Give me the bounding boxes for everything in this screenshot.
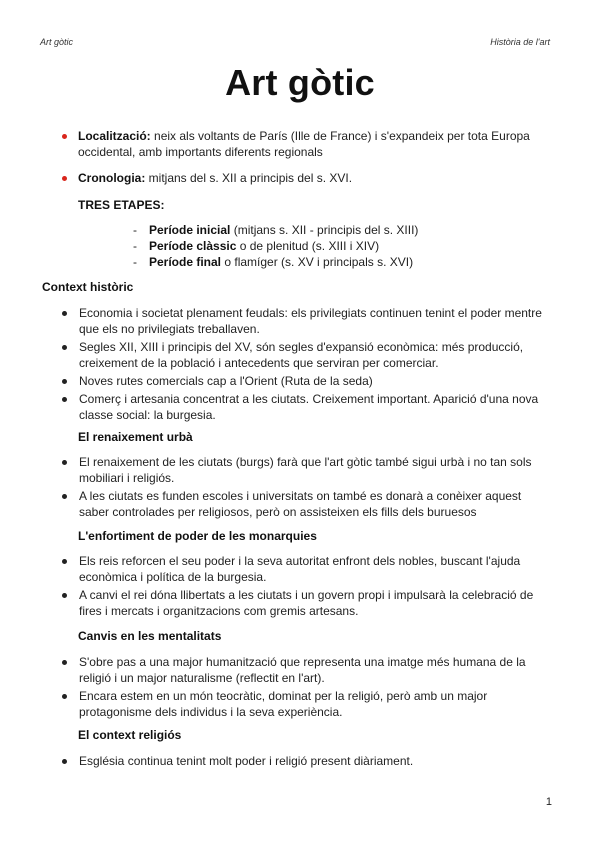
section-heading-renaixement: El renaixement urbà — [78, 430, 193, 444]
intro-label: Cronologia: — [78, 171, 146, 185]
header-right: Història de l'art — [490, 37, 550, 47]
list-item: Església continua tenint molt poder i religió present diàriament. — [62, 753, 550, 769]
intro-list — [62, 128, 552, 160]
intro-item-localitzacio — [62, 128, 552, 160]
list-item: S'obre pas a una major humanització que representa una imatge més humana de la religió i un major naturalisme (reflectit en l'art). — [62, 654, 550, 686]
intro-text: neix als voltants de París (Ille de France) i s'expandeix per tota Europa occidental, amb importants diferents regionals — [78, 129, 530, 159]
intro-label: Localització: — [78, 129, 151, 143]
etapa-text: o flamíger (s. XV i principals s. XVI) — [221, 255, 414, 269]
page-title: Art gòtic — [225, 62, 375, 103]
list-item: Segles XII, XIII i principis del XV, són segles d'expansió econòmica: més producció, creixement de la població i antecedents que serviran per comerciar. — [62, 339, 550, 371]
section-heading-religios: El context religiós — [78, 728, 182, 742]
context-list — [62, 305, 550, 425]
etapa-item — [133, 254, 418, 270]
list-item: A les ciutats es funden escoles i universitats on també es donarà a conèixer aquest saber controlades per religiosos, però on assisteixen els fills dels buruesos — [62, 488, 550, 520]
tres-etapes-list — [133, 222, 418, 270]
religios-list — [62, 753, 550, 771]
etapa-text: (mitjans s. XII - principis del s. XIII) — [230, 223, 419, 237]
header-left: Art gòtic — [40, 37, 74, 47]
list-item: A canvi el rei dóna llibertats a les ciutats i un govern propi i impulsarà la celebració de fires i mercats i organitzacions com gremis artesans. — [62, 587, 550, 619]
list-item: Noves rutes comercials cap a l'Orient (Ruta de la seda) — [62, 373, 550, 389]
section-heading-mentalitats: Canvis en les mentalitats — [78, 629, 222, 643]
section-heading-monarquies: L'enfortiment de poder de les monarquies — [78, 529, 317, 543]
page-number: 1 — [545, 796, 552, 808]
list-item: El renaixement de les ciutats (burgs) farà que l'art gòtic també sigui urbà i no tan sols mobiliari i religiós. — [62, 454, 550, 486]
intro-item-cronologia — [62, 170, 552, 186]
list-item: Els reis reforcen el seu poder i la seva autoritat enfront dels nobles, buscant l'ajuda econòmica i política de la burgesia. — [62, 553, 550, 585]
etapa-item — [133, 238, 418, 254]
etapa-item — [133, 222, 418, 238]
mentalitats-list — [62, 654, 550, 722]
etapa-label: Període clàssic — [149, 239, 237, 253]
list-item: Comerç i artesania concentrat a les ciutats. Creixement important. Aparició d'una nova classe social: la burgesia. — [62, 391, 550, 423]
context-heading: Context històric — [42, 280, 134, 294]
intro-list-2 — [62, 170, 552, 186]
intro-text: mitjans del s. XII a principis del s. XVI. — [145, 171, 353, 185]
renaixement-list — [62, 454, 550, 522]
tres-etapes-heading: TRES ETAPES: — [78, 198, 165, 212]
monarquies-list — [62, 553, 550, 621]
etapa-label: Període inicial — [149, 223, 231, 237]
list-item: Economia i societat plenament feudals: els privilegiats continuen tenint el poder mentre que els no privilegiats treballaven. — [62, 305, 550, 337]
etapa-label: Període final — [149, 255, 222, 269]
list-item: Encara estem en un món teocràtic, dominat per la religió, però amb un major protagonisme dels individus i la seva experiència. — [62, 688, 550, 720]
etapa-text: o de plenitud (s. XIII i XIV) — [236, 239, 380, 253]
